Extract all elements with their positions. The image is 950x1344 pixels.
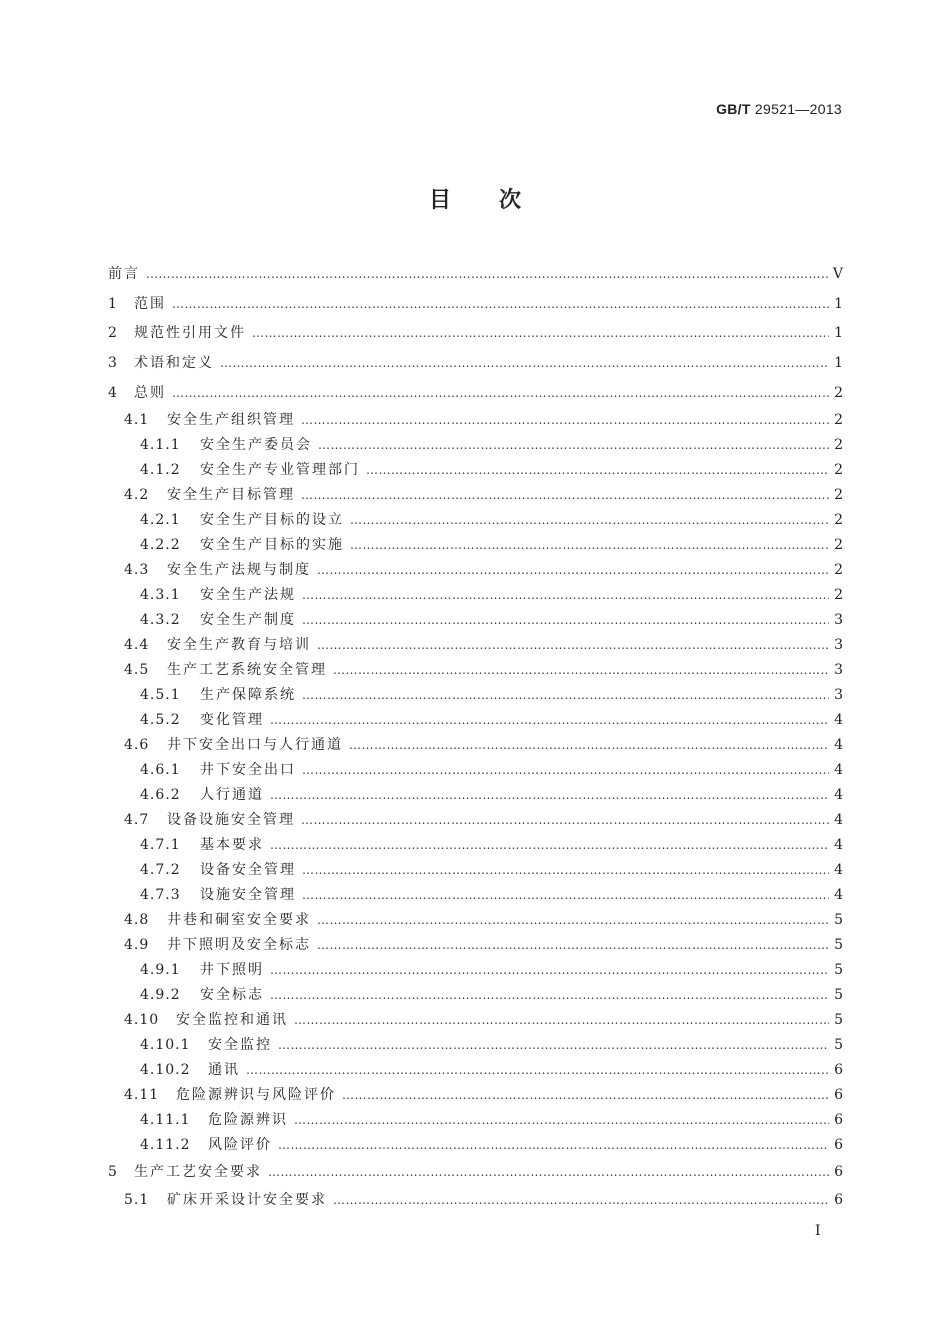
toc-entry-page: 2 [834,562,843,579]
toc-entry-number: 4 [108,384,118,401]
toc-entry-number: 4.3.2 [140,612,181,629]
toc-entry-page: 4 [834,712,843,729]
toc-entry-page: 4 [834,812,843,829]
toc-entry[interactable] [108,1133,843,1158]
toc-entry-page: 2 [834,412,843,429]
toc-entry-number: 2 [108,325,118,342]
toc-entry-title: 设备设施安全管理 [167,812,295,829]
toc-entry-title: 井下照明 [200,962,264,979]
toc-entry-page: 5 [834,937,843,954]
toc-entry-title: 设备安全管理 [200,862,296,879]
dot-leader [333,1188,829,1213]
toc-entry[interactable] [108,1008,843,1033]
toc-entry-page: 2 [834,512,843,529]
toc-entry[interactable] [108,758,843,783]
dot-leader [349,733,829,758]
toc-entry[interactable] [108,558,843,583]
dot-leader [294,1008,829,1033]
toc-entry[interactable] [108,1058,843,1083]
dot-leader [302,758,829,783]
toc-entry[interactable] [108,533,843,558]
toc-entry-page: 2 [834,587,843,604]
toc-entry-title: 生产保障系统 [200,687,296,704]
standard-code [716,101,842,117]
toc-entry-number: 4.3 [124,562,150,579]
toc-entry[interactable] [108,319,843,349]
toc-entry-number: 4.5.2 [140,712,181,729]
toc-entry-title: 危险源辨识与风险评价 [176,1087,336,1104]
toc-entry-page: 2 [834,437,843,454]
page-title: 目次 [428,187,569,213]
dot-leader [172,290,829,320]
dot-leader [270,708,829,733]
dot-leader [246,1058,829,1083]
toc-entry[interactable] [108,1188,843,1213]
toc-entry-title: 井下照明及安全标志 [167,937,311,954]
toc-entry[interactable] [108,290,843,320]
toc-entry-page: 3 [834,662,843,679]
toc-entry-number: 4.7.3 [140,887,181,904]
dot-leader [270,833,829,858]
dot-leader [278,1133,829,1158]
footer-page-number: I [815,1223,821,1239]
toc-entry-page: 2 [834,487,843,504]
toc-entry-number: 4.1.2 [140,462,181,479]
toc-entry-number: 4.9.2 [140,987,181,1004]
toc-entry[interactable] [108,833,843,858]
dot-leader [278,1033,829,1058]
dot-leader [294,1108,829,1133]
toc-entry-page: 5 [834,987,843,1004]
toc-entry-number: 4.11.1 [140,1112,191,1129]
toc-entry-number: 4.1.1 [140,437,181,454]
toc-entry-number: 5 [108,1164,118,1181]
dot-leader [301,808,829,833]
dot-leader [172,379,829,409]
dot-leader [302,608,829,633]
dot-leader [270,983,829,1008]
dot-leader [333,658,829,683]
toc-entry-number: 4.6 [124,737,150,754]
toc-entry-number: 4.9 [124,937,150,954]
toc-entry-title: 人行通道 [200,787,264,804]
toc-entry-title: 安全生产组织管理 [167,412,295,429]
toc-entry[interactable] [108,379,843,409]
toc-entry-title: 安全监控和通讯 [176,1012,288,1029]
toc-entry[interactable] [108,633,843,658]
toc-entry-title: 安全生产目标的实施 [200,537,344,554]
toc-entry-title: 生产工艺系统安全管理 [167,662,327,679]
toc-entry[interactable] [108,683,843,708]
toc-entry-page: 4 [834,737,843,754]
toc-entry[interactable] [108,408,843,433]
dot-leader [252,319,829,349]
toc-entry-page: 3 [834,612,843,629]
toc-entry[interactable] [108,458,843,483]
toc-entry[interactable] [108,349,843,379]
toc-entry[interactable] [108,808,843,833]
toc-entry-number: 1 [108,295,118,312]
toc-entry[interactable] [108,1108,843,1133]
toc-entry-number: 4.5.1 [140,687,181,704]
toc-entry-title: 基本要求 [200,837,264,854]
toc-entry-page: 2 [834,537,843,554]
toc-entry-title: 总则 [134,384,166,401]
toc-entry-number: 5.1 [124,1192,150,1209]
toc-entry-title: 井下安全出口与人行通道 [167,737,343,754]
toc-entry-title: 生产工艺安全要求 [134,1164,262,1181]
dot-leader [301,483,829,508]
dot-leader [366,458,829,483]
toc-entry-number: 4.1 [124,412,150,429]
toc-entry-page: 6 [834,1112,843,1129]
dot-leader [270,958,829,983]
toc-entry-title: 安全生产法规与制度 [167,562,311,579]
toc-entry[interactable] [108,958,843,983]
toc-entry-title: 安全生产制度 [200,612,296,629]
toc-entry-title: 变化管理 [200,712,264,729]
standard-prefix: GB/T [716,101,751,117]
toc-entry-number: 4.6.2 [140,787,181,804]
toc-entry[interactable] [108,733,843,758]
toc-entry-title: 安全生产法规 [200,587,296,604]
dot-leader [317,933,829,958]
toc-entry[interactable] [108,608,843,633]
dot-leader [302,858,829,883]
toc-entry-page: 5 [834,962,843,979]
dot-leader [301,408,829,433]
toc-entry-page: 1 [834,325,843,342]
toc-entry-page: 1 [834,295,843,312]
toc-entry-number: 4.6.1 [140,762,181,779]
toc-entry-page: 6 [834,1137,843,1154]
toc-entry[interactable] [108,1083,843,1108]
toc-entry-page: 5 [834,1037,843,1054]
toc-entry-number: 4.2 [124,487,150,504]
toc-entry-title: 井下安全出口 [200,762,296,779]
toc-entry-number: 4.10.2 [140,1062,191,1079]
toc-entry-page: 4 [834,787,843,804]
toc-entry[interactable] [108,260,843,290]
toc-entry-title: 规范性引用文件 [134,325,246,342]
table-of-contents [108,260,843,1213]
toc-entry-number: 4.9.1 [140,962,181,979]
toc-entry-page: 3 [834,687,843,704]
toc-entry-title: 安全生产教育与培训 [167,637,311,654]
dot-leader [317,558,829,583]
toc-entry-number: 4.10.1 [140,1037,191,1054]
dot-leader [342,1083,829,1108]
toc-entry[interactable] [108,933,843,958]
toc-entry[interactable] [108,1158,843,1188]
toc-entry[interactable] [108,483,843,508]
toc-entry-number: 4.3.1 [140,587,181,604]
toc-entry-page: 6 [834,1192,843,1209]
dot-leader [317,633,829,658]
dot-leader [270,783,829,808]
toc-entry-number: 4.4 [124,637,150,654]
standard-number: 29521—2013 [754,101,842,117]
toc-entry-number: 4.2.1 [140,512,181,529]
dot-leader [317,908,829,933]
toc-entry-page: 4 [834,837,843,854]
toc-entry-page: 5 [834,912,843,929]
toc-entry-page: 6 [834,1087,843,1104]
toc-entry-page: 4 [834,762,843,779]
toc-entry-title: 前言 [108,266,140,282]
toc-entry-page: 2 [834,384,843,401]
toc-entry-number: 4.2.2 [140,537,181,554]
toc-entry-page: 4 [834,887,843,904]
toc-entry[interactable] [108,858,843,883]
toc-entry-title: 安全生产专业管理部门 [200,462,360,479]
dot-leader [302,683,829,708]
toc-entry-title: 井巷和硐室安全要求 [167,912,311,929]
dot-leader [302,583,829,608]
toc-entry[interactable] [108,1033,843,1058]
toc-entry-title: 通讯 [208,1062,240,1079]
toc-entry-title: 风险评价 [208,1137,272,1154]
toc-entry[interactable] [108,658,843,683]
toc-entry[interactable] [108,983,843,1008]
toc-entry-number: 3 [108,355,118,372]
toc-entry-number: 4.8 [124,912,150,929]
toc-entry-number: 4.7.2 [140,862,181,879]
toc-entry-page: 3 [834,637,843,654]
toc-entry-title: 安全标志 [200,987,264,1004]
toc-entry-page: 1 [834,355,843,372]
toc-entry-number: 4.11.2 [140,1137,191,1154]
dot-leader [268,1158,829,1188]
toc-entry-number: 4.7 [124,812,150,829]
toc-entry-number: 4.11 [124,1087,160,1104]
toc-entry-title: 安全生产委员会 [200,437,312,454]
toc-entry[interactable] [108,433,843,458]
toc-entry-title: 安全生产目标管理 [167,487,295,504]
toc-entry-page: 6 [834,1164,843,1181]
toc-entry[interactable] [108,908,843,933]
dot-leader [350,533,829,558]
toc-entry[interactable] [108,783,843,808]
toc-entry-page: V [832,266,843,282]
dot-leader [350,508,829,533]
dot-leader [220,349,829,379]
toc-entry[interactable] [108,508,843,533]
toc-entry-number: 4.5 [124,662,150,679]
toc-entry-title: 危险源辨识 [208,1112,288,1129]
toc-entry[interactable] [108,883,843,908]
toc-entry-page: 2 [834,462,843,479]
toc-entry[interactable] [108,708,843,733]
toc-entry-title: 设施安全管理 [200,887,296,904]
toc-entry-title: 范围 [134,295,166,312]
toc-entry-page: 5 [834,1012,843,1029]
toc-entry-number: 4.7.1 [140,837,181,854]
toc-entry-page: 4 [834,862,843,879]
dot-leader [318,433,829,458]
toc-entry-title: 矿床开采设计安全要求 [167,1192,327,1209]
toc-entry-page: 6 [834,1062,843,1079]
toc-entry-title: 安全生产目标的设立 [200,512,344,529]
toc-entry-number: 4.10 [124,1012,160,1029]
toc-entry-title: 术语和定义 [134,355,214,372]
toc-entry-title: 安全监控 [208,1037,272,1054]
dot-leader [146,260,829,290]
dot-leader [302,883,829,908]
toc-entry[interactable] [108,583,843,608]
